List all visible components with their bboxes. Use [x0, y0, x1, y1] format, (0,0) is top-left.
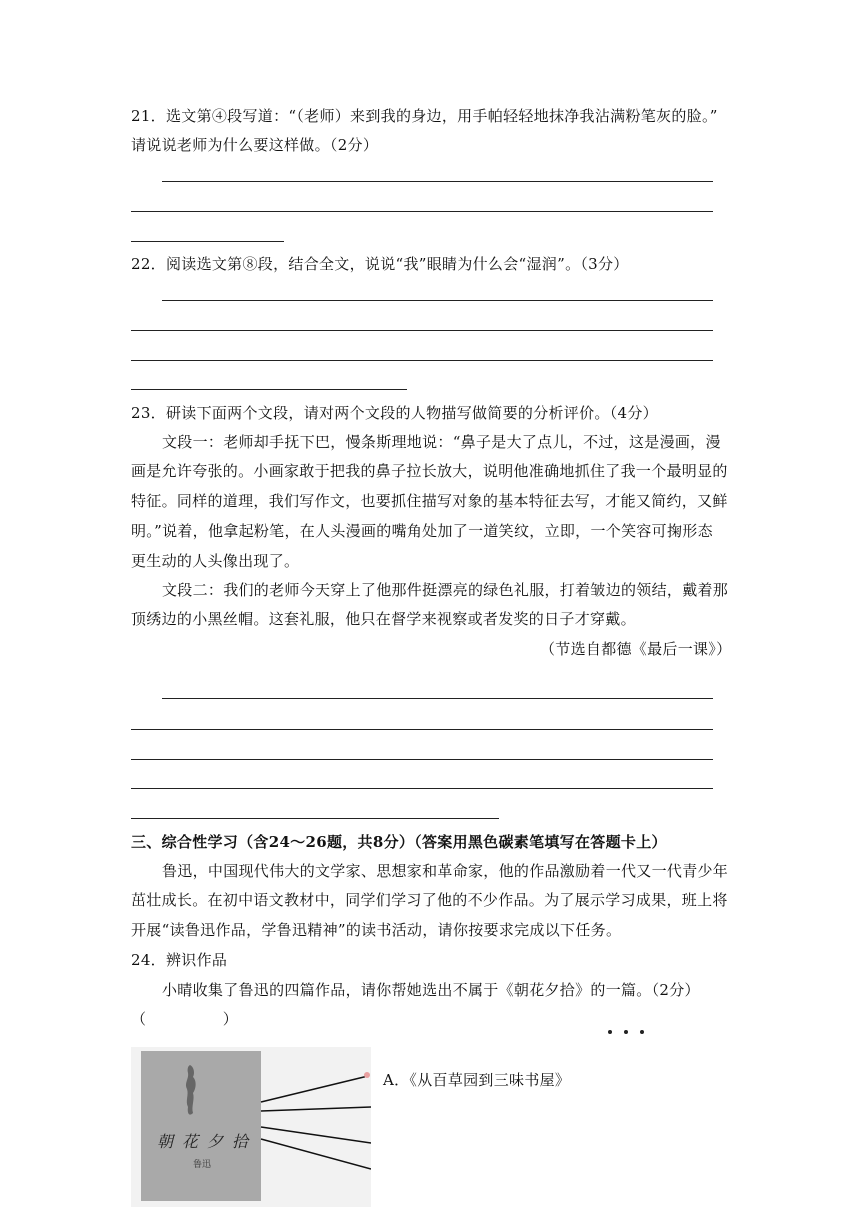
- answer-line[interactable]: [162, 698, 713, 699]
- answer-line[interactable]: [131, 211, 713, 212]
- answer-line[interactable]: [131, 360, 713, 361]
- q21-line-1: 21．选文第④段写道：“（老师）来到我的身边，用手帕轻轻地抹净我沾满粉笔灰的脸。”: [131, 107, 718, 125]
- emphasis-dot: [608, 1030, 612, 1034]
- q23-excerpt2-line: 文段二：我们的老师今天穿上了他那件挺漂亮的绿色礼服，打着皱边的领结，戴着那: [162, 581, 729, 599]
- q23-excerpt1-line: 明。”说着，他拿起粉笔，在人头漫画的嘴角处加了一道笑纹，立即，一个笑容可掬形态: [131, 522, 713, 540]
- connector-lines: [131, 1047, 371, 1207]
- section3-heading: 三、综合性学习（含24～26题，共8分）（答案用黑色碳素笔填写在答题卡上）: [131, 833, 667, 851]
- section3-intro-line: 鲁迅，中国现代伟大的文学家、思想家和革命家，他的作品激励着一代又一代青少年: [162, 862, 729, 880]
- emphasis-dot: [640, 1030, 644, 1034]
- q23-excerpt1-line: 特征。同样的道理，我们写作文，也要抓住描写对象的基本特征去写，才能又简约，又鲜: [131, 492, 728, 510]
- q23-line-1: 23．研读下面两个文段，请对两个文段的人物描写做简要的分析评价。（4分）: [131, 404, 658, 422]
- q24-title: 24．辨识作品: [131, 951, 228, 969]
- q24-prompt: 小晴收集了鲁迅的四篇作品，请你帮她选出不属于《朝花夕拾》的一篇。（2分）: [162, 981, 700, 999]
- book-cover-image: [131, 1047, 371, 1207]
- answer-line[interactable]: [131, 788, 713, 789]
- answer-line[interactable]: [131, 330, 713, 331]
- cover-title: 朝花夕拾: [157, 1132, 258, 1151]
- answer-line[interactable]: [131, 389, 407, 390]
- q23-excerpt1-line: 更生动的人头像出现了。: [131, 552, 300, 570]
- answer-line[interactable]: [131, 241, 284, 242]
- q23-excerpt1-line: 文段一：老师却手抚下巴，慢条斯理地说：“鼻子是大了点儿，不过，这是漫画，漫: [162, 433, 721, 451]
- answer-line[interactable]: [162, 300, 713, 301]
- answer-line[interactable]: [131, 759, 713, 760]
- q22-line-1: 22．阅读选文第⑧段，结合全文，说说“我”眼睛为什么会“湿润”。（3分）: [131, 255, 629, 273]
- section3-intro-line: 开展“读鲁迅作品，学鲁迅精神”的读书活动，请你按要求完成以下任务。: [131, 921, 622, 939]
- cover-author: 鲁迅: [193, 1160, 212, 1170]
- emphasis-dot: [624, 1030, 628, 1034]
- q21-line-2: 请说说老师为什么要这样做。（2分）: [131, 136, 379, 154]
- section3-intro-line: 茁壮成长。在初中语文教材中，同学们学习了他的不少作品。为了展示学习成果，班上将: [131, 891, 728, 909]
- answer-line[interactable]: [131, 818, 499, 819]
- q23-excerpt1-line: 画是允许夸张的。小画家敢于把我的鼻子拉长放大，说明他准确地抓住了我一个最明显的: [131, 462, 728, 480]
- q23-source: （节选自都德《最后一课》）: [540, 640, 732, 658]
- answer-blank[interactable]: （ ）: [131, 1010, 239, 1028]
- answer-line[interactable]: [162, 181, 713, 182]
- option-a[interactable]: A．《从百草园到三味书屋》: [383, 1071, 571, 1089]
- q23-excerpt2-line: 顶绣边的小黑丝帽。这套礼服，他只在督学来视察或者发奖的日子才穿戴。: [131, 610, 636, 628]
- answer-line[interactable]: [131, 729, 713, 730]
